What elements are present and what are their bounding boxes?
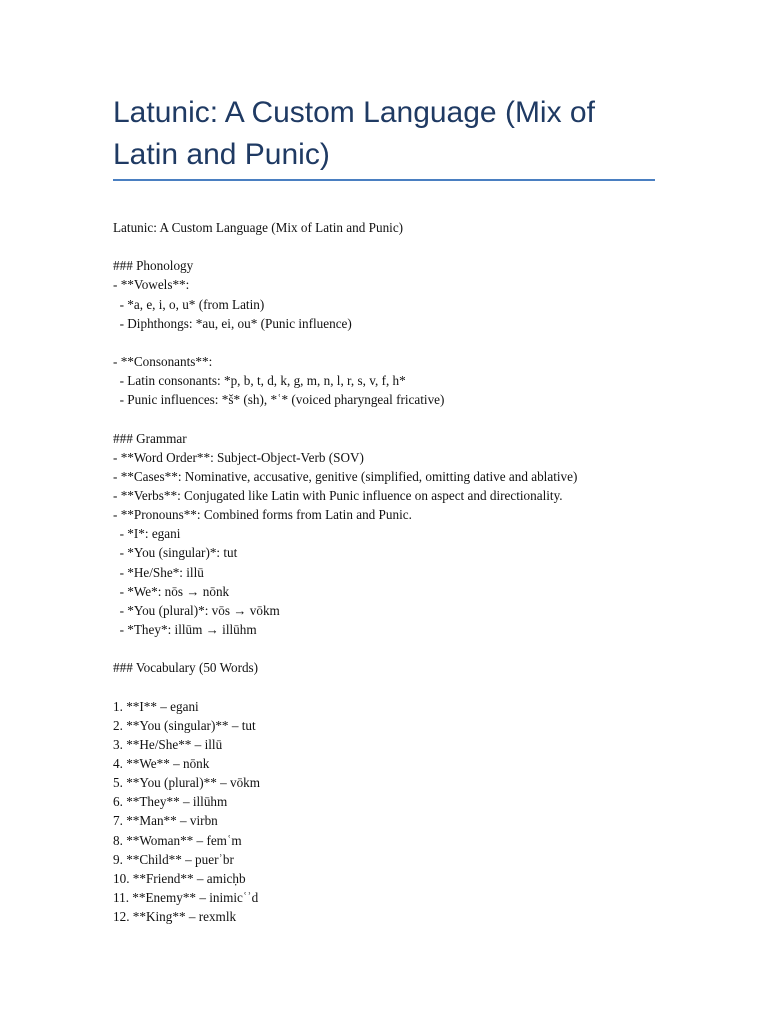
text-line: 1. **I** – egani: [113, 698, 199, 714]
document-title: Latunic: A Custom Language (Mix of Latin and Punic): [113, 96, 595, 171]
text-line: [113, 677, 673, 696]
text-line: [113, 333, 673, 352]
text-line: - *I*: egani: [113, 526, 181, 542]
text-line: 4. **We** – nōnk: [113, 755, 210, 771]
text-line: [113, 237, 673, 256]
text-line: 8. **Woman** – femʿm: [113, 832, 242, 848]
text-line: - **Cases**: Nominative, accusative, genitive (simplified, omitting dative and ablative): [113, 468, 578, 484]
text-line: [113, 639, 673, 658]
title-underline: [113, 179, 655, 181]
text-line: - Punic influences: *š* (sh), *ʿ* (voiced pharyngeal fricative): [113, 392, 445, 408]
text-line: - **Pronouns**: Combined forms from Latin and Punic.: [113, 507, 412, 523]
text-line: - **Vowels**:: [113, 277, 190, 293]
text-line: 2. **You (singular)** – tut: [113, 717, 256, 733]
text-line: - Latin consonants: *p, b, t, d, k, g, m, n, l, r, s, v, f, h*: [113, 373, 406, 389]
text-line: ### Phonology: [113, 258, 194, 274]
text-line: ### Grammar: [113, 430, 187, 446]
document-body: [113, 218, 673, 926]
text-line: [113, 409, 673, 428]
text-line: 11. **Enemy** – inimicʿʾd: [113, 889, 259, 905]
text-line: 3. **He/She** – illū: [113, 736, 223, 752]
text-line: 5. **You (plural)** – vōkm: [113, 775, 261, 791]
text-line: - *a, e, i, o, u* (from Latin): [113, 296, 265, 312]
text-line: - **Consonants**:: [113, 353, 213, 369]
text-line: - **Word Order**: Subject-Object-Verb (SOV): [113, 449, 364, 465]
text-line: - *We*: nōs → nōnk: [113, 583, 230, 599]
text-line: - Diphthongs: *au, ei, ou* (Punic influence): [113, 315, 352, 331]
text-line: Latunic: A Custom Language (Mix of Latin and Punic): [113, 220, 404, 235]
text-line: 12. **King** – rexmlk: [113, 909, 237, 925]
text-line: 9. **Child** – puerʾbr: [113, 851, 234, 867]
text-line: - *He/She*: illū: [113, 564, 204, 580]
text-line: 6. **They** – illūhm: [113, 794, 228, 810]
text-line: 10. **Friend** – amicḥb: [113, 870, 246, 886]
text-line: ### Vocabulary (50 Words): [113, 660, 259, 676]
text-line: - *They*: illūm → illūhm: [113, 621, 257, 637]
text-line: 7. **Man** – virbn: [113, 813, 218, 829]
text-line: - *You (singular)*: tut: [113, 545, 238, 561]
text-line: - **Verbs**: Conjugated like Latin with Punic influence on aspect and directionality.: [113, 487, 563, 503]
text-line: - *You (plural)*: vōs → vōkm: [113, 602, 280, 618]
